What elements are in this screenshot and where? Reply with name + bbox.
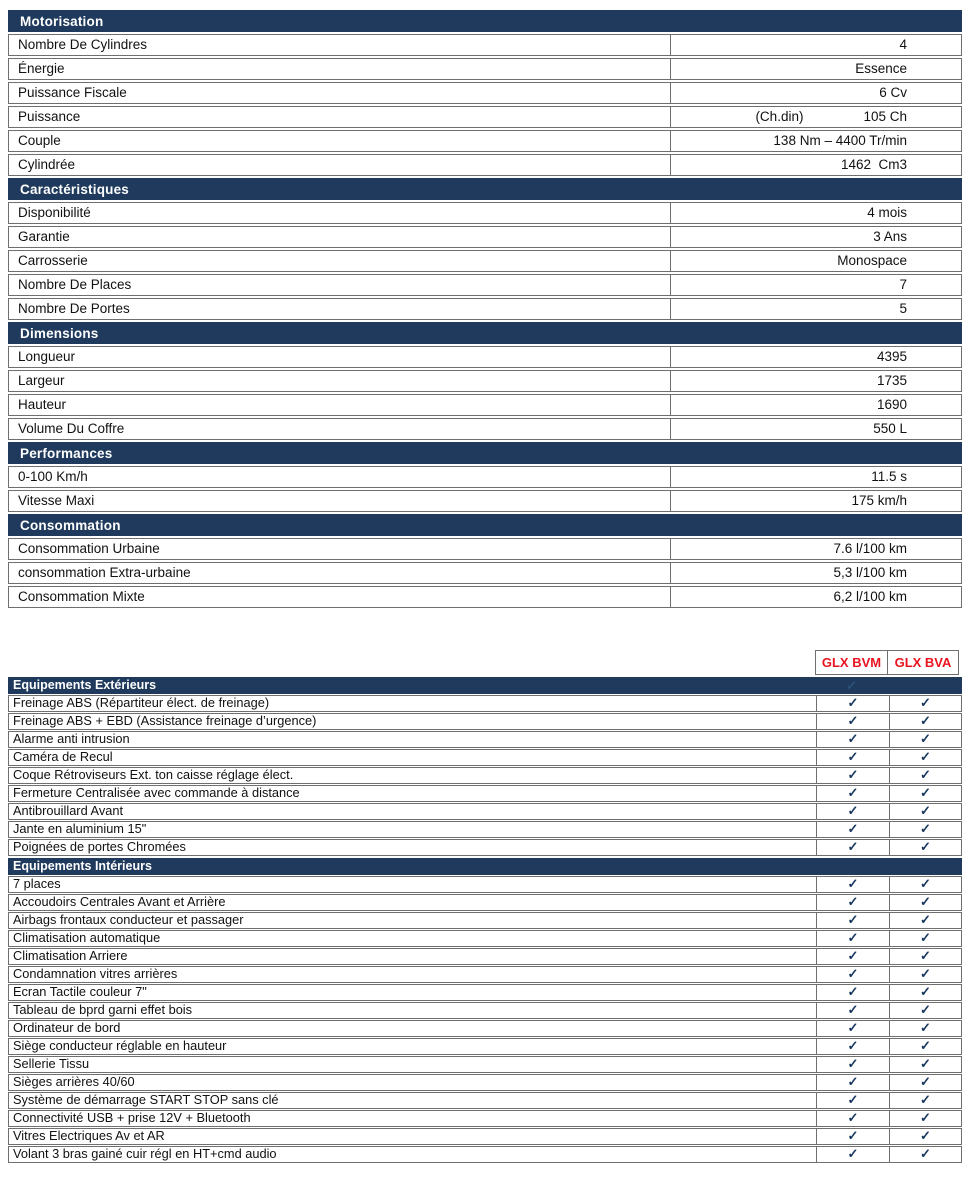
equipment-section-title: Equipements Extérieurs <box>13 678 157 692</box>
check-cell <box>816 1003 889 1018</box>
section-header-check-cell <box>815 678 888 693</box>
check-icon: ✓ <box>920 966 931 981</box>
equipment-label: Volant 3 bras gainé cuir régl en HT+cmd audio <box>13 1147 277 1161</box>
equipment-label: 7 places <box>13 877 61 891</box>
check-cell <box>889 840 961 855</box>
trim-column-header-glx-bvm: GLX BVM <box>815 650 888 675</box>
check-cell <box>816 985 889 1000</box>
spec-value-text: 11.5 s <box>871 469 907 484</box>
check-icon: ✓ <box>847 1074 859 1089</box>
check-icon: ✓ <box>920 1020 931 1035</box>
check-cell <box>889 750 961 765</box>
spec-value <box>671 275 961 295</box>
spec-value <box>671 59 961 79</box>
check-icon: ✓ <box>920 803 931 818</box>
check-icon: ✓ <box>920 821 931 836</box>
check-icon: ✓ <box>920 1038 931 1053</box>
equipment-label: Coque Rétroviseurs Ext. ton caisse réglage élect. <box>13 768 294 782</box>
spec-value-text: 550 L <box>873 421 907 436</box>
check-icon: ✓ <box>920 1074 931 1089</box>
check-cell <box>889 696 961 711</box>
spec-label: Nombre De Portes <box>9 299 671 319</box>
equipment-row <box>8 821 962 838</box>
check-icon: ✓ <box>920 749 931 764</box>
check-icon: ✓ <box>847 767 859 782</box>
spec-label: Garantie <box>9 227 671 247</box>
equipment-label: Accoudoirs Centrales Avant et Arrière <box>13 895 226 909</box>
equipment-section-header <box>8 858 962 875</box>
check-icon: ✓ <box>920 984 931 999</box>
check-cell <box>816 1129 889 1144</box>
spec-label: Volume Du Coffre <box>9 419 671 439</box>
spec-value-text: 1735 <box>876 373 907 388</box>
section-header-check-cell <box>888 859 961 874</box>
spec-value-text: 6,2 l/100 km <box>833 589 907 604</box>
check-icon: ✓ <box>847 1146 859 1161</box>
spec-row <box>8 58 962 80</box>
equipment-label: Fermeture Centralisée avec commande à distance <box>13 786 300 800</box>
check-cell <box>889 895 961 910</box>
equipment-label: Siège conducteur réglable en hauteur <box>13 1039 227 1053</box>
check-icon: ✓ <box>920 876 931 891</box>
equipment-label: Sellerie Tissu <box>13 1057 90 1071</box>
spec-label: Carrosserie <box>9 251 671 271</box>
spec-value-text: 5,3 l/100 km <box>833 565 907 580</box>
check-cell <box>816 822 889 837</box>
equipment-label: Sièges arrières 40/60 <box>13 1075 135 1089</box>
check-cell <box>889 1111 961 1126</box>
equipment-row <box>8 1020 962 1037</box>
spec-value <box>671 107 961 127</box>
equipment-row <box>8 695 962 712</box>
section-header-check-cell <box>815 859 888 874</box>
equipment-row <box>8 1110 962 1127</box>
spec-label: Énergie <box>9 59 671 79</box>
spec-value <box>671 35 961 55</box>
equipment-section-title: Equipements Intérieurs <box>13 859 152 873</box>
spec-value <box>671 371 961 391</box>
spec-row <box>8 250 962 272</box>
check-cell <box>816 895 889 910</box>
equipment-row <box>8 839 962 856</box>
spec-label: Consommation Urbaine <box>9 539 671 559</box>
spec-label: Couple <box>9 131 671 151</box>
spec-table <box>8 10 962 608</box>
spec-label: Nombre De Cylindres <box>9 35 671 55</box>
check-icon: ✓ <box>920 1128 931 1143</box>
equipment-label: Freinage ABS + EBD (Assistance freinage d’urgence) <box>13 714 317 728</box>
spec-row <box>8 562 962 584</box>
spec-section-header: Performances <box>8 442 962 464</box>
spec-row <box>8 34 962 56</box>
equipment-row <box>8 803 962 820</box>
spec-section-header: Dimensions <box>8 322 962 344</box>
check-cell <box>816 696 889 711</box>
check-cell <box>816 1057 889 1072</box>
equipment-row <box>8 876 962 893</box>
check-icon: ✓ <box>847 966 859 981</box>
equipment-label: Climatisation automatique <box>13 931 161 945</box>
check-cell <box>816 1039 889 1054</box>
spec-label: Nombre De Places <box>9 275 671 295</box>
check-cell <box>889 913 961 928</box>
check-cell <box>816 768 889 783</box>
spec-value <box>671 203 961 223</box>
check-icon: ✓ <box>847 876 859 891</box>
check-cell <box>816 1075 889 1090</box>
check-icon: ✓ <box>920 1056 931 1071</box>
equipment-label: Alarme anti intrusion <box>13 732 130 746</box>
equipment-label: Poignées de portes Chromées <box>13 840 186 854</box>
trim-column-header-glx-bva: GLX BVA <box>887 650 959 675</box>
equipment-row <box>8 894 962 911</box>
spec-row <box>8 346 962 368</box>
spec-value <box>671 251 961 271</box>
check-cell <box>889 985 961 1000</box>
check-cell <box>816 750 889 765</box>
spec-value <box>671 83 961 103</box>
check-cell <box>889 732 961 747</box>
spec-label: Largeur <box>9 371 671 391</box>
check-cell <box>889 877 961 892</box>
spec-section-header: Caractéristiques <box>8 178 962 200</box>
equipment-label: Caméra de Recul <box>13 750 113 764</box>
check-icon: ✓ <box>847 1110 859 1125</box>
check-cell <box>816 786 889 801</box>
spec-value <box>671 419 961 439</box>
check-icon: ✓ <box>847 785 859 800</box>
spec-value-prefix: (Ch.din) <box>755 109 804 124</box>
equipment-label: Ordinateur de bord <box>13 1021 121 1035</box>
spec-value <box>671 539 961 559</box>
spec-row <box>8 370 962 392</box>
check-icon: ✓ <box>847 803 859 818</box>
check-icon: ✓ <box>847 1056 859 1071</box>
check-cell <box>889 1039 961 1054</box>
check-cell <box>816 840 889 855</box>
spec-value <box>671 299 961 319</box>
spec-value <box>671 227 961 247</box>
spec-value-text: 6 Cv <box>879 85 907 100</box>
check-icon: ✓ <box>920 930 931 945</box>
spec-section-header: Consommation <box>8 514 962 536</box>
equipment-row <box>8 1038 962 1055</box>
spec-row <box>8 274 962 296</box>
check-cell <box>889 1057 961 1072</box>
spec-label: Vitesse Maxi <box>9 491 671 511</box>
equipment-row <box>8 1056 962 1073</box>
check-cell <box>889 949 961 964</box>
equipment-row <box>8 767 962 784</box>
equipment-label: Vitres Electriques Av et AR <box>13 1129 165 1143</box>
equipment-label: Condamnation vitres arrières <box>13 967 178 981</box>
check-icon: ✓ <box>920 767 931 782</box>
equipment-row <box>8 930 962 947</box>
check-icon: ✓ <box>847 839 859 854</box>
equipment-row <box>8 713 962 730</box>
equipment-section-header <box>8 677 962 694</box>
spec-value-text: 138 Nm – 4400 Tr/min <box>773 133 907 148</box>
check-icon: ✓ <box>920 785 931 800</box>
trim-header-spacer <box>8 650 815 675</box>
equipment-row <box>8 749 962 766</box>
equipment-label: Freinage ABS (Répartiteur élect. de freinage) <box>13 696 270 710</box>
equipment-row <box>8 731 962 748</box>
spec-row <box>8 394 962 416</box>
equipment-row <box>8 1002 962 1019</box>
equipment-row <box>8 984 962 1001</box>
spec-row <box>8 586 962 608</box>
check-icon: ✓ <box>847 749 859 764</box>
spec-row <box>8 82 962 104</box>
check-cell <box>816 931 889 946</box>
equipment-row <box>8 1092 962 1109</box>
check-icon: ✓ <box>847 1092 859 1107</box>
check-cell <box>816 913 889 928</box>
equipment-label: Tableau de bprd garni effet bois <box>13 1003 193 1017</box>
check-icon: ✓ <box>847 894 859 909</box>
trim-header-row <box>8 650 962 675</box>
spec-label: Puissance Fiscale <box>9 83 671 103</box>
check-icon: ✓ <box>920 894 931 909</box>
check-icon: ✓ <box>920 1092 931 1107</box>
spec-value-text: 1690 <box>876 397 907 412</box>
check-icon: ✓ <box>920 713 931 728</box>
check-cell <box>816 1111 889 1126</box>
spec-value-text: 3 Ans <box>873 229 907 244</box>
check-icon: ✓ <box>920 1002 931 1017</box>
spec-value-text: 175 km/h <box>851 493 907 508</box>
spec-value <box>671 155 961 175</box>
check-icon: ✓ <box>847 695 859 710</box>
equipment-row <box>8 1146 962 1163</box>
check-icon: ✓ <box>847 713 859 728</box>
spec-value <box>671 563 961 583</box>
spec-value-text: 4 <box>899 37 907 52</box>
check-cell <box>816 804 889 819</box>
spec-value-text: 105 Ch <box>863 109 907 124</box>
check-icon: ✓ <box>847 984 859 999</box>
spec-value-text: 7 <box>899 277 907 292</box>
spec-label: Puissance <box>9 107 671 127</box>
spec-value-text: 1462 Cm3 <box>840 157 907 172</box>
equipment-row <box>8 1128 962 1145</box>
check-cell <box>816 877 889 892</box>
spec-label: 0-100 Km/h <box>9 467 671 487</box>
check-icon: ✓ <box>920 948 931 963</box>
spec-value <box>671 467 961 487</box>
spec-value <box>671 131 961 151</box>
equipment-row <box>8 1074 962 1091</box>
check-cell <box>889 1003 961 1018</box>
equipment-label: Jante en aluminium 15" <box>13 822 147 836</box>
check-cell <box>889 786 961 801</box>
spec-value-text: 5 <box>899 301 907 316</box>
check-cell <box>889 931 961 946</box>
spec-section-header: Motorisation <box>8 10 962 32</box>
ghost-check-icon: ✓ <box>846 678 857 693</box>
spec-value <box>671 347 961 367</box>
check-icon: ✓ <box>920 1146 931 1161</box>
check-cell <box>889 1021 961 1036</box>
spec-value-text: Monospace <box>837 253 907 268</box>
equipment-row <box>8 912 962 929</box>
spec-label: Longueur <box>9 347 671 367</box>
check-icon: ✓ <box>847 1020 859 1035</box>
check-icon: ✓ <box>920 695 931 710</box>
check-icon: ✓ <box>847 912 859 927</box>
check-cell <box>889 714 961 729</box>
equipment-label: Antibrouillard Avant <box>13 804 124 818</box>
check-icon: ✓ <box>920 731 931 746</box>
spec-row <box>8 226 962 248</box>
spec-value-text: Essence <box>855 61 907 76</box>
spec-label: Hauteur <box>9 395 671 415</box>
check-icon: ✓ <box>920 1110 931 1125</box>
check-icon: ✓ <box>847 821 859 836</box>
check-icon: ✓ <box>847 731 859 746</box>
check-cell <box>816 1093 889 1108</box>
spec-row <box>8 202 962 224</box>
check-cell <box>816 714 889 729</box>
check-cell <box>889 804 961 819</box>
equipment-row <box>8 948 962 965</box>
spec-value-text: 4 mois <box>867 205 907 220</box>
check-cell <box>816 967 889 982</box>
spec-value-text: 7.6 l/100 km <box>833 541 907 556</box>
spec-value-text: 4395 <box>876 349 907 364</box>
spec-row <box>8 418 962 440</box>
equipment-label: Ecran Tactile couleur 7" <box>13 985 147 999</box>
equipment-label: Airbags frontaux conducteur et passager <box>13 913 244 927</box>
spec-row <box>8 298 962 320</box>
check-icon: ✓ <box>920 839 931 854</box>
check-cell <box>889 967 961 982</box>
check-icon: ✓ <box>847 1038 859 1053</box>
spec-row <box>8 154 962 176</box>
check-cell <box>816 949 889 964</box>
equipment-sections <box>8 677 962 1163</box>
check-icon: ✓ <box>847 930 859 945</box>
equipment-label: Système de démarrage START STOP sans clé <box>13 1093 279 1107</box>
spec-label: Disponibilité <box>9 203 671 223</box>
check-cell <box>889 768 961 783</box>
check-icon: ✓ <box>920 912 931 927</box>
equipment-label: Connectivité USB + prise 12V + Bluetooth <box>13 1111 251 1125</box>
spec-row <box>8 106 962 128</box>
spec-label: Consommation Mixte <box>9 587 671 607</box>
equipment-row <box>8 785 962 802</box>
spec-value <box>671 587 961 607</box>
spec-row <box>8 538 962 560</box>
check-cell <box>889 1093 961 1108</box>
check-cell <box>816 1021 889 1036</box>
spec-row <box>8 466 962 488</box>
equipment-table <box>8 650 962 1163</box>
spec-row <box>8 490 962 512</box>
equipment-label: Climatisation Arriere <box>13 949 128 963</box>
check-icon: ✓ <box>847 1128 859 1143</box>
check-cell <box>816 732 889 747</box>
check-cell <box>889 1075 961 1090</box>
section-header-check-cell <box>888 678 961 693</box>
equipment-row <box>8 966 962 983</box>
spec-label: consommation Extra-urbaine <box>9 563 671 583</box>
check-cell <box>889 1147 961 1162</box>
check-icon: ✓ <box>847 948 859 963</box>
check-cell <box>889 1129 961 1144</box>
spec-value <box>671 491 961 511</box>
check-cell <box>889 822 961 837</box>
spec-value <box>671 395 961 415</box>
spec-label: Cylindrée <box>9 155 671 175</box>
check-cell <box>816 1147 889 1162</box>
check-icon: ✓ <box>847 1002 859 1017</box>
spec-row <box>8 130 962 152</box>
